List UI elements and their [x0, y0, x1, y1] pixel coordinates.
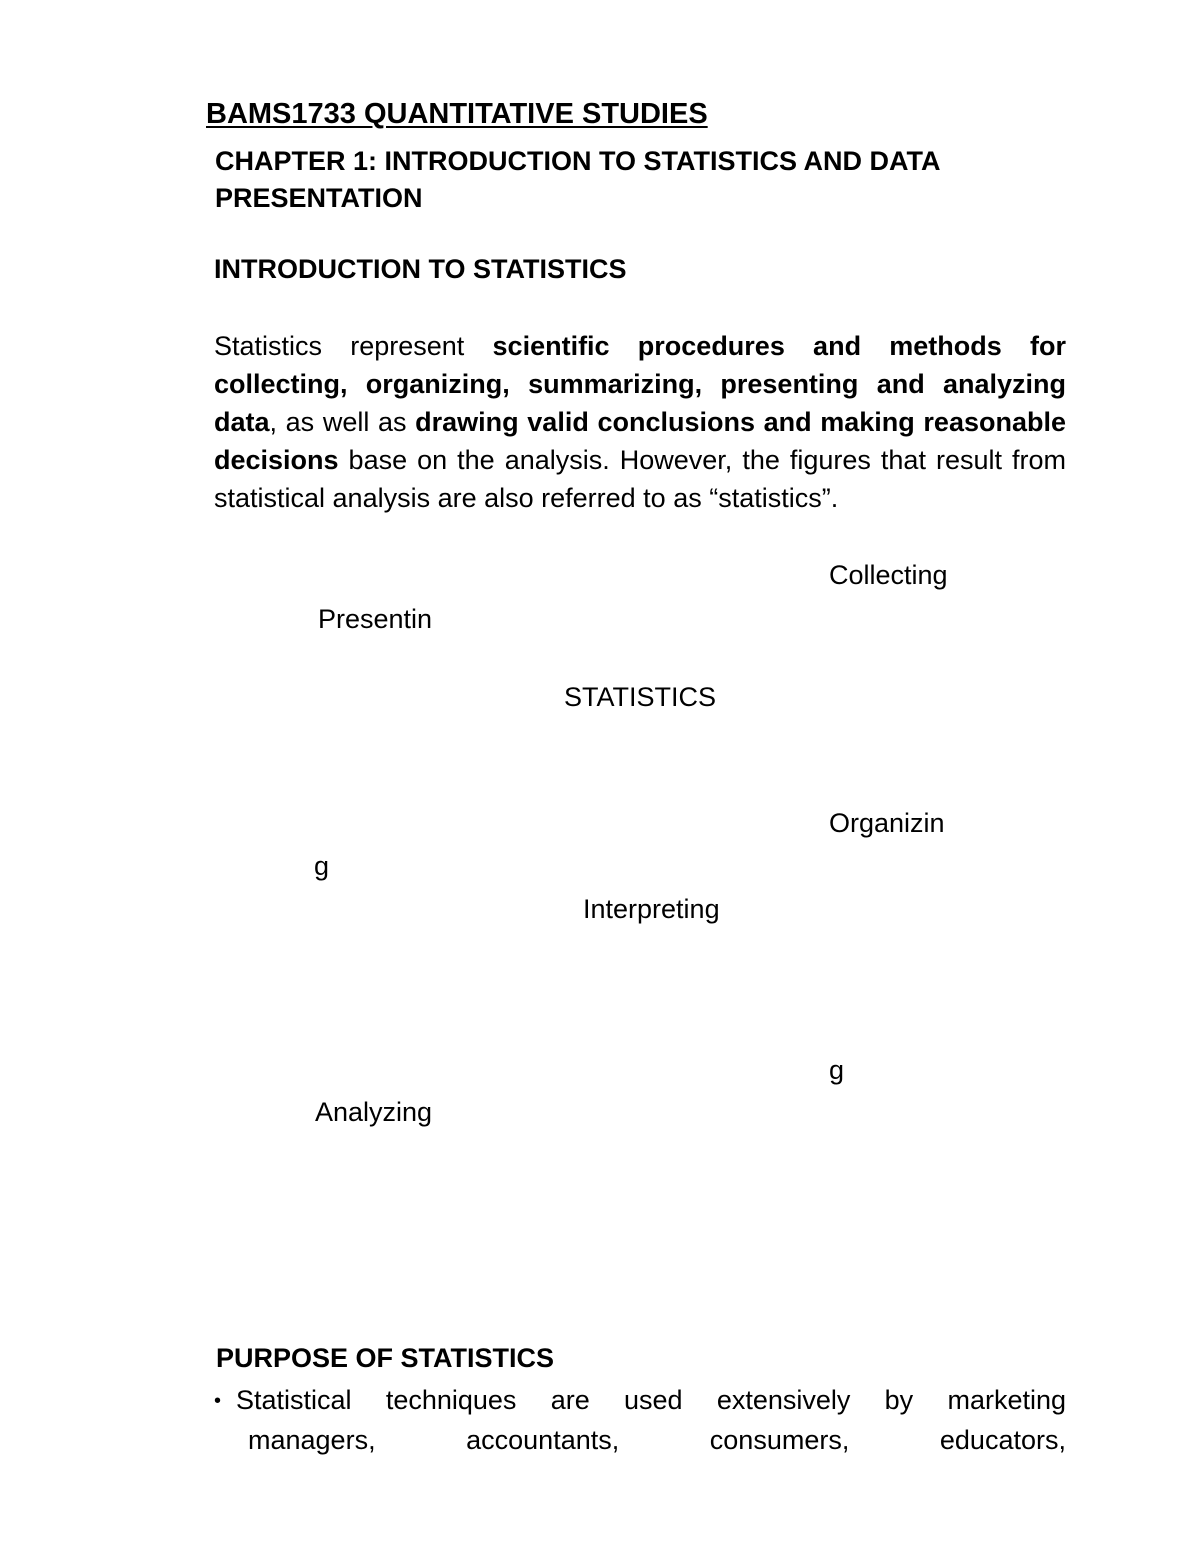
intro-text-1: Statistics represent [214, 331, 493, 361]
bullet-word: marketing [947, 1385, 1066, 1415]
bullet-line-2 [214, 1421, 1066, 1460]
bullet-first-word [214, 1381, 352, 1421]
bullet-word: educators, [939, 1425, 1066, 1456]
purpose-heading: PURPOSE OF STATISTICS [216, 1343, 555, 1373]
diagram-label-interpreting: Interpreting [583, 894, 720, 924]
bullet-word: extensively [716, 1385, 851, 1415]
diagram-label-g-right: g [829, 1055, 845, 1085]
diagram-label-presentin: Presentin [318, 604, 433, 634]
diagram-label-organizin: Organizin [829, 808, 945, 838]
diagram-label-g-left: g [314, 851, 330, 881]
bullet-word: are [550, 1385, 590, 1415]
bullet-word: accountants, [466, 1425, 620, 1456]
bullet-word: used [623, 1385, 683, 1415]
intro-text-3: base on the analysis. However, the figures that result from statistical analysis are also referred to as “statistics”. [214, 445, 1066, 513]
bullet-word: consumers, [709, 1425, 850, 1456]
diagram-label-statistics: STATISTICS [564, 682, 717, 712]
intro-heading: INTRODUCTION TO STATISTICS [214, 254, 627, 284]
bullet-word: techniques [385, 1385, 517, 1415]
bullet-dot-icon: • [214, 1390, 222, 1413]
intro-text-2: , as well as [269, 407, 416, 437]
purpose-bullet-item [214, 1381, 1066, 1460]
intro-paragraph [214, 327, 1066, 517]
bullet-word: by [884, 1385, 914, 1415]
chapter-title: CHAPTER 1: INTRODUCTION TO STATISTICS AND DATA PRESENTATION [215, 146, 940, 213]
bullet-word: managers, [248, 1425, 376, 1456]
diagram-label-collecting: Collecting [829, 560, 948, 590]
diagram-label-analyzing: Analyzing [315, 1097, 433, 1127]
intro-bold-2: drawing valid conclusions and making reasonable decisions [214, 407, 1066, 475]
course-title: BAMS1733 QUANTITATIVE STUDIES [206, 98, 708, 130]
bullet-line-1 [214, 1381, 1066, 1421]
intro-bold-1: scientific procedures and methods for collecting, organizing, summarizing, presenting and analyzing data [214, 331, 1066, 437]
bullet-word: Statistical [236, 1385, 352, 1415]
